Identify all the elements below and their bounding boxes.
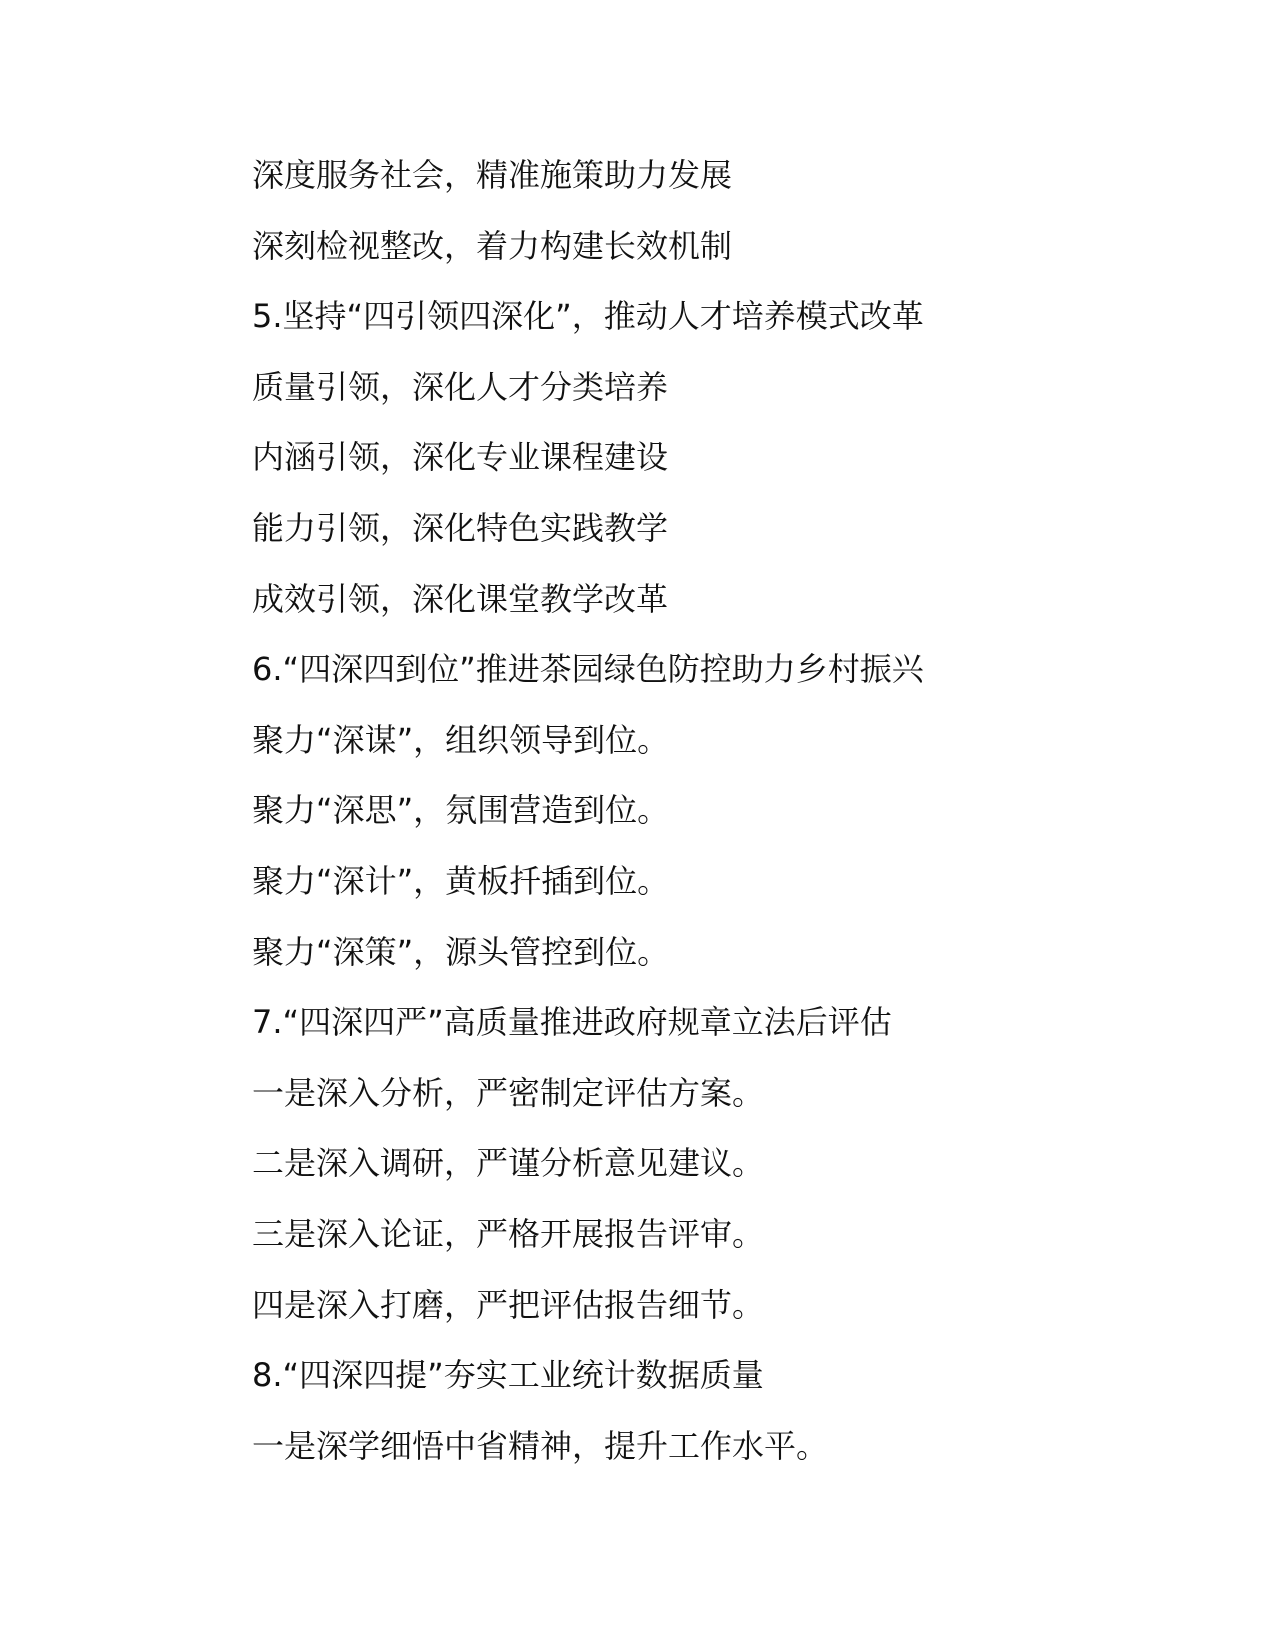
text-line: 聚力“深谋”，组织领导到位。 <box>252 720 670 759</box>
section-heading-5: 5.坚持“四引领四深化”，推动人才培养模式改革 <box>252 297 924 336</box>
section-heading-8: 8.“四深四提”夯实工业统计数据质量 <box>252 1356 764 1395</box>
text-line: 二是深入调研，严谨分析意见建议。 <box>252 1144 765 1183</box>
text-line: 一是深入分析，严密制定评估方案。 <box>252 1073 765 1112</box>
document-body <box>252 154 1052 1495</box>
text-line: 深刻检视整改，着力构建长效机制 <box>252 226 733 265</box>
text-line: 聚力“深策”，源头管控到位。 <box>252 932 670 971</box>
text-line: 能力引领，深化特色实践教学 <box>252 508 669 547</box>
section-heading-7: 7.“四深四严”高质量推进政府规章立法后评估 <box>252 1003 892 1042</box>
text-line: 四是深入打磨，严把评估报告细节。 <box>252 1285 765 1324</box>
text-line: 质量引领，深化人才分类培养 <box>252 367 669 406</box>
text-line: 深度服务社会，精准施策助力发展 <box>252 156 733 194</box>
text-line: 三是深入论证，严格开展报告评审。 <box>252 1214 765 1253</box>
text-line: 聚力“深思”，氛围营造到位。 <box>252 791 670 830</box>
text-line: 内涵引领，深化专业课程建设 <box>252 438 669 477</box>
text-line: 聚力“深计”，黄板扦插到位。 <box>252 861 670 900</box>
section-heading-6: 6.“四深四到位”推进茶园绿色防控助力乡村振兴 <box>252 650 924 689</box>
text-line: 一是深学细悟中省精神，提升工作水平。 <box>252 1426 829 1465</box>
text-line: 成效引领，深化课堂教学改革 <box>252 579 669 618</box>
